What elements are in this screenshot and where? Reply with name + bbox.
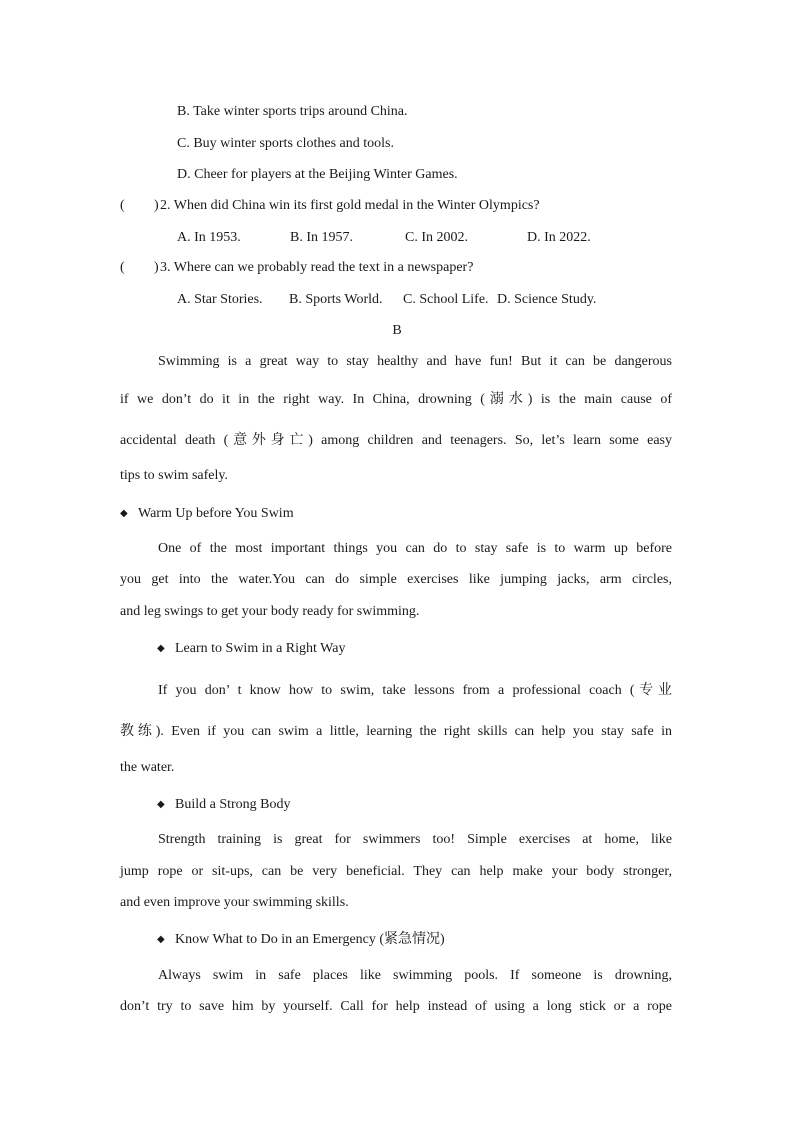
option-d: D. In 2022.: [527, 230, 591, 245]
q1-option-c: C. Buy winter sports clothes and tools.: [177, 136, 394, 151]
option-a: A. In 1953.: [177, 230, 241, 245]
answer-blank[interactable]: ( ): [120, 198, 159, 213]
q1-option-b: B. Take winter sports trips around China.: [177, 104, 408, 119]
paragraph-line: Strength training is great for swimmers too! Simple exercises at home, like: [158, 832, 672, 847]
option-c: C. School Life.: [403, 292, 489, 307]
paragraph-line: One of the most important things you can do to stay safe is to warm up before: [158, 541, 672, 556]
tip-heading-strong-body: ◆ Build a Strong Body: [157, 797, 291, 812]
question-3: [120, 259, 473, 277]
paragraph-line: If you don’ t know how to swim, take lessons from a professional coach (专业: [158, 683, 672, 698]
diamond-bullet-icon: ◆: [157, 799, 165, 810]
tip-heading-warm-up: ◆ Warm Up before You Swim: [120, 506, 294, 521]
option-d: D. Science Study.: [497, 292, 597, 307]
q1-option-d: D. Cheer for players at the Beijing Winter Games.: [177, 167, 458, 182]
question-3-text: 3. Where can we probably read the text in a newspaper?: [160, 260, 474, 275]
paragraph-line: you get into the water.You can do simple exercises like jumping jacks, arm circles,: [120, 572, 672, 587]
paragraph-line: the water.: [120, 760, 175, 775]
option-c: C. In 2002.: [405, 230, 468, 245]
question-2-options: [177, 229, 591, 247]
intro-line-4: tips to swim safely.: [120, 468, 228, 483]
diamond-bullet-icon: ◆: [157, 934, 165, 945]
diamond-bullet-icon: ◆: [157, 643, 165, 654]
section-b-heading: B: [392, 323, 402, 338]
paragraph-line: and even improve your swimming skills.: [120, 895, 349, 910]
question-2-text: 2. When did China win its first gold medal in the Winter Olympics?: [160, 198, 540, 213]
paragraph-line: and leg swings to get your body ready for swimming.: [120, 604, 420, 619]
tip-heading-learn-to-swim: ◆ Learn to Swim in a Right Way: [157, 641, 346, 656]
tip-heading-emergency: ◆ Know What to Do in an Emergency (紧急情况): [157, 932, 445, 947]
paragraph-line: don’t try to save him by yourself. Call for help instead of using a long stick or a rope: [120, 999, 672, 1014]
intro-line-3: accidental death (意外身亡) among children and teenagers. So, let’s learn some easy: [120, 433, 672, 448]
option-a: A. Star Stories.: [177, 292, 263, 307]
option-b: B. In 1957.: [290, 230, 353, 245]
paragraph-line: 教练). Even if you can swim a little, learning the right skills can help you stay safe in: [120, 724, 672, 739]
question-2: [120, 197, 540, 215]
paragraph-line: Always swim in safe places like swimming pools. If someone is drowning,: [158, 968, 672, 983]
diamond-bullet-icon: ◆: [120, 508, 128, 519]
intro-line-2: if we don’t do it in the right way. In China, drowning (溺水) is the main cause of: [120, 392, 672, 407]
paragraph-line: jump rope or sit-ups, can be very beneficial. They can help make your body stronger,: [120, 864, 672, 879]
question-3-options: [177, 291, 596, 309]
option-b: B. Sports World.: [289, 292, 383, 307]
intro-line-1: Swimming is a great way to stay healthy and have fun! But it can be dangerous: [158, 354, 672, 369]
answer-blank[interactable]: ( ): [120, 260, 159, 275]
